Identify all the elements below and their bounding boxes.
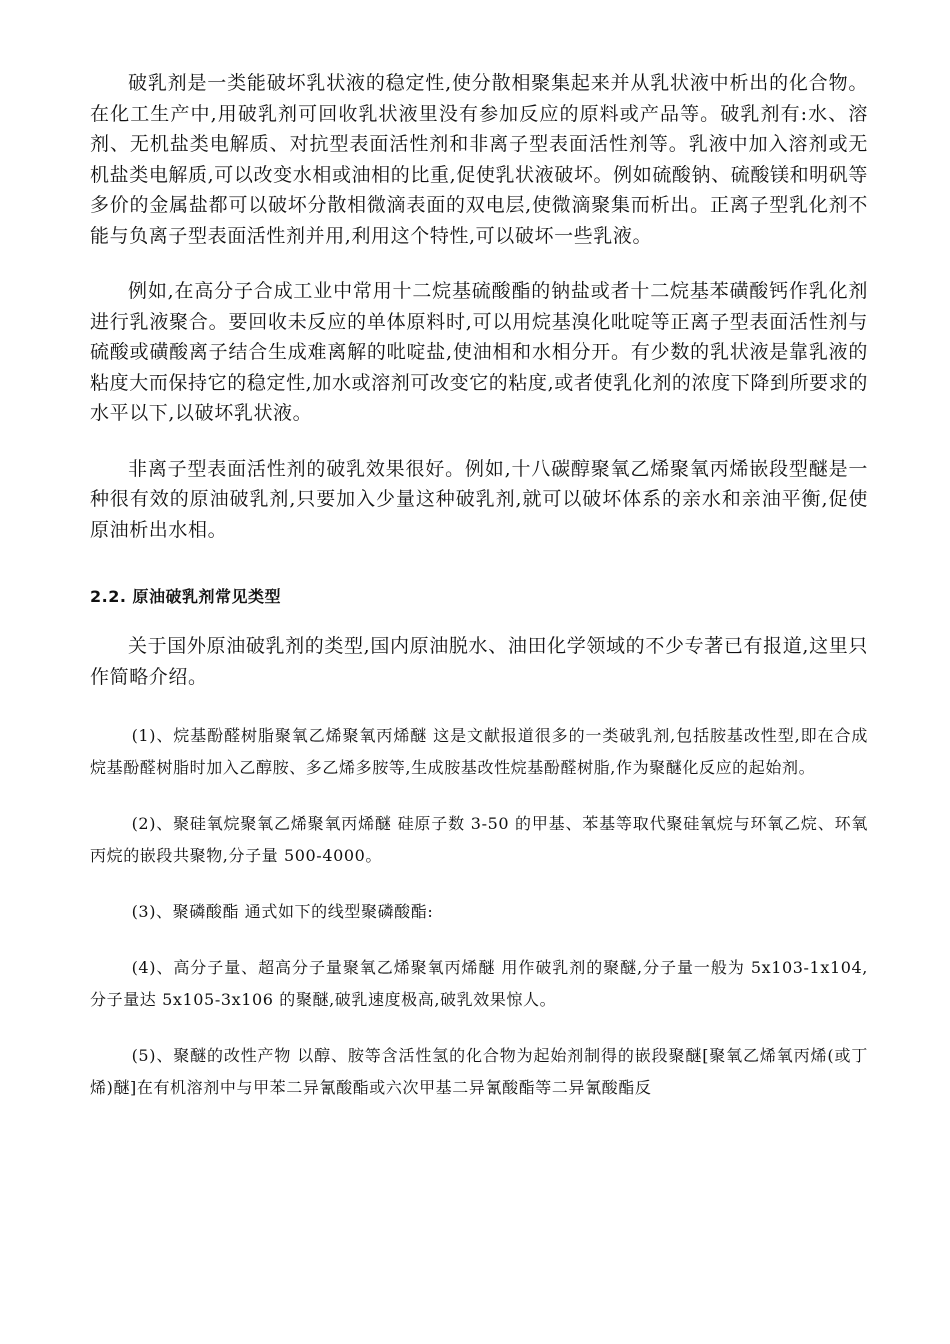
paragraph-polymer-example: 例如,在高分子合成工业中常用十二烷基硫酸酯的钠盐或者十二烷基苯磺酸钙作乳化剂进行乳液聚合。要回收未反应的单体原料时,可以用烷基溴化吡啶等正离子型表面活性剂与硫酸或磺酸离子结合生成难离解的吡啶盐,使油相和水相分开。有少数的乳状液是靠乳液的粘度大而保持它的稳定性,加水或溶剂可改变它的粘度,或者使乳化剂的浓度下降到所要求的水平以下,以破坏乳状液。 (90, 280, 868, 424)
document-page (90, 68, 868, 1128)
list-item-5: (5)、聚醚的改性产物 以醇、胺等含活性氢的化合物为起始剂制得的嵌段聚醚[聚氧乙烯氧丙烯(或丁烯)醚]在有机溶剂中与甲苯二异氰酸酯或六次甲基二异氰酸酯等二异氰酸酯反 (90, 1046, 868, 1097)
paragraph-demulsifier-definition: 破乳剂是一类能破坏乳状液的稳定性,使分散相聚集起来并从乳状液中析出的化合物。在化工生产中,用破乳剂可回收乳状液里没有参加反应的原料或产品等。破乳剂有:水、溶剂、无机盐类电解质、对抗型表面活性剂和非离子型表面活性剂等。乳液中加入溶剂或无机盐类电解质,可以改变水相或油相的比重,促使乳状液破坏。例如硫酸钠、硫酸镁和明矾等多价的金属盐都可以破坏分散相微滴表面的双电层,使微滴聚集而析出。正离子型乳化剂不能与负离子型表面活性剂并用,利用这个特性,可以破坏一些乳液。 (90, 72, 868, 247)
list-item-1: (1)、烷基酚醛树脂聚氧乙烯聚氧丙烯醚 这是文献报道很多的一类破乳剂,包括胺基改性型,即在合成烷基酚醛树脂时加入乙醇胺、多乙烯多胺等,生成胺基改性烷基酚醛树脂,作为聚醚化反应的起始剂。 (90, 726, 868, 777)
list-item-2: (2)、聚硅氧烷聚氧乙烯聚氧丙烯醚 硅原子数 3-50 的甲基、苯基等取代聚硅氧烷与环氧乙烷、环氧丙烷的嵌段共聚物,分子量 500-4000。 (90, 814, 868, 865)
paragraph-nonionic-surfactant: 非离子型表面活性剂的破乳效果很好。例如,十八碳醇聚氧乙烯聚氧丙烯嵌段型醚是一种很有效的原油破乳剂,只要加入少量这种破乳剂,就可以破坏体系的亲水和亲油平衡,促使原油析出水相。 (90, 457, 868, 541)
section-heading: 2.2. 原油破乳剂常见类型 (90, 587, 281, 606)
paragraph-intro: 关于国外原油破乳剂的类型,国内原油脱水、油田化学领域的不少专著已有报道,这里只作简略介绍。 (90, 635, 868, 688)
list-item-3: (3)、聚磷酸酯 通式如下的线型聚磷酸酯: (131, 902, 434, 921)
list-item-4: (4)、高分子量、超高分子量聚氧乙烯聚氧丙烯醚 用作破乳剂的聚醚,分子量一般为 5x103-1x104,分子量达 5x105-3x106 的聚醚,破乳速度极高,破乳效果惊人。 (90, 958, 868, 1009)
